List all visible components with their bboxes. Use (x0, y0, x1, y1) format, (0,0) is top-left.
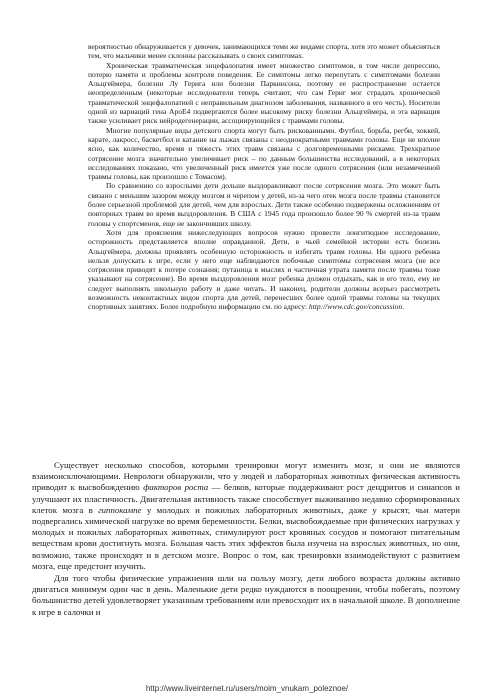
main-paragraph (32, 460, 460, 572)
cdc-link[interactable]: http://www.cdc.gov/concussion (308, 302, 403, 312)
hippocampus-term: гиппокампе (98, 504, 142, 515)
growth-factors-term: факторов роста (143, 482, 209, 493)
sidebar-paragraph: вероятностью обнаруживается у девочек, занимающихся теми же видами спорта, хотя это может объясняться тем, что мальчики менее склонны рассказывать о своих симптомах. (88, 42, 440, 61)
main-paragraph: Для того чтобы физические упражнения шли на пользу мозгу, дети любого возраста должны активно двигаться минимум один час в день. Маленькие дети редко нуждаются в поощрении, чтобы побегать, поэтому большинство детей удовлетворяет указанным требованиям или превосходит их в начальной школе. В дополнение к игре в салочки и (32, 573, 460, 617)
main-text-part: у молодых и пожилых лабораторных животных, даже у крысят, чьи матери подвергались химической нагрузке во время беременности. Белки, высвобождаемые при физических нагрузках у молодых и пожилых лабораторных животных, стимулируют рост кровяных сосудов и помогают питательным веществам крови достигнуть мозга. Большая часть этих эффектов была изучена на взрослых животных, но они, возможно, также происходят и в детском мозге. Вопрос о том, как тренировки взаимодействуют с развитием мозга, еще предстоит изучить. (32, 504, 461, 571)
sidebar-paragraph: По сравнению со взрослыми дети дольше выздоравливают после сотрясения мозга. Это может быть связано с меньшим зазором между мозгом и черепом у детей, из-за чего отек мозга после травмы становится более серьезной проблемой для детей, чем для взрослых. Дети также особенно подвержены осложнениям от повторных травм во время выздоровления. В США с 1945 года произошло более 90 % смертей из-за травм головы у спортсменов, еще не закончивших школу. (88, 181, 440, 228)
main-text-part: — белков, которые поддерживают рост дендритов и синапсов и улучшают их пластичность. Двигательная активность также способствует выживанию недавно сформированных клеток мозга в (32, 482, 460, 515)
sidebar-paragraph: Хроническая травматическая энцефалопатия имеет множество симптомов, в том числе депрессию, потерю памяти и проблемы контроля поведения. Ее симптомы легко перепутать с симптомами болезни Альцгеймера, болезни Лу Герига или болезни Паркинсона, поэтому ее распространение остается неопределенным (некоторые исследователи теперь считают, что сам Гериг мог страдать хронической травматической энцефалопатией с неправильным диагнозом заболевания, названного в его честь). Носители одной из вариаций гена ApoE4 подвергаются более высокому риску болезни Альцгеймера, и эта вариация также усиливает риск нейродегенерации, ассоциирующейся с травмами головы. (88, 60, 440, 126)
main-text-part: Существует несколько способов, которыми тренировки могут изменить мозг, и они не являются взаимоисключающими. Неврологи обнаружили, что у людей и лабораторных животных физическая активность приводит к высвобождению (32, 460, 460, 493)
footer-url[interactable]: http://www.liveinternet.ru/users/moim_vnukam_poleznoe/ (145, 684, 349, 693)
sidebar-text-end: . (402, 302, 404, 312)
sidebar-text: Хотя для прояснения нижеследующих вопросов нужно провести лонгитюдное исследование, осторожность представляется вполне оправданной. Дети, в чьей семейной истории есть болезнь Альцгеймера, должны проявлять особенную осторожность и избегать травм головы. Ни одного ребенка нельзя допускать к игре, если у него еще наблюдаются побочные симптомы сотрясения мозга (не все сотрясения приводят к потере сознания; путаница в мыслях и частичная утрата памяти после травмы тоже указывают на сотрясение). Во время выздоровления мозг ребенка должен отдыхать, как и его тело, ему не следует выполнять школьную работу и даже читать. И наконец, родители должны всерьез рассмотреть возможность неконтактных видов спорта для детей, перенесших более одной травмы головы на текущих спортивных занятиях. Более подробную информацию см. по адресу: (88, 227, 440, 312)
sidebar-paragraph (88, 228, 440, 312)
main-text (32, 460, 460, 619)
sidebar-paragraph: Многие популярные виды детского спорта могут быть рискованными. Футбол, борьба, регби, хоккей, карате, лакросс, баскетбол и катание на лыжах связаны с неоднократными травмами головы. Еще не вполне ясно, как количество, время и тяжесть этих травм связаны с долговременными рисками. Трехкратное сотрясение мозга значительно увеличивает риск – по данным большинства исследований, а в некоторых исследованиях показано, что увеличенный риск имеется уже после одного сотрясения (или незамеченной травмы головы, как произошло с Томасом). (88, 125, 440, 182)
sidebar-box (88, 42, 440, 312)
